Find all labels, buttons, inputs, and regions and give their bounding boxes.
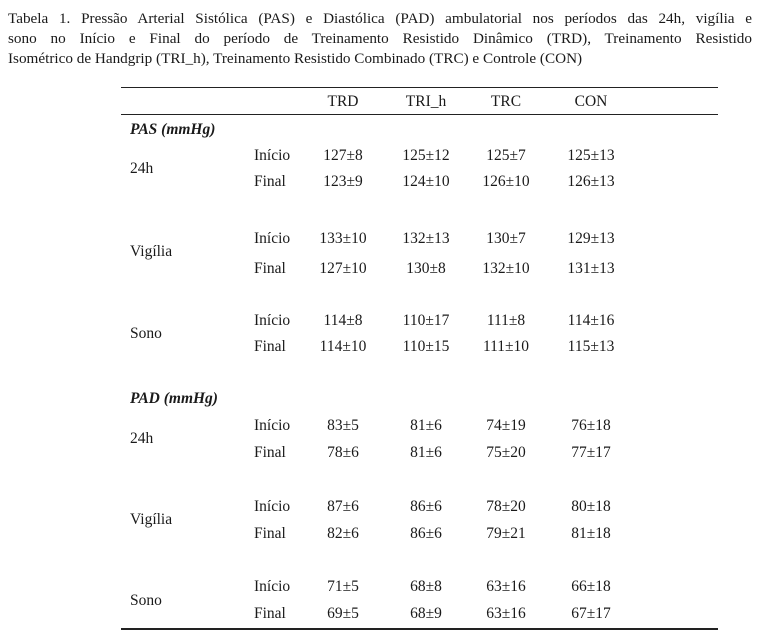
phase-label: Início [254, 498, 291, 515]
table-cell: 126±10 [482, 173, 530, 190]
table-cell: 87±6 [327, 498, 359, 515]
table-cell: 132±10 [482, 260, 530, 277]
table-cell: 68±8 [410, 578, 442, 595]
table-cell: 63±16 [486, 605, 526, 622]
table-cell: 110±17 [402, 312, 450, 329]
column-header-trd: TRD [327, 93, 359, 110]
group-label: Vigília [130, 511, 173, 528]
column-header-tri-h: TRI_h [405, 93, 447, 110]
table-cell: 75±20 [486, 444, 526, 461]
table-cell: 130±7 [486, 230, 526, 247]
table-cell: 125±12 [402, 147, 450, 164]
table-caption [8, 9, 752, 69]
table-top-rule [121, 87, 718, 88]
section-title-pas: PAS (mmHg) [130, 121, 216, 138]
table-cell: 63±16 [486, 578, 526, 595]
phase-label: Início [254, 578, 291, 595]
table-cell: 125±13 [567, 147, 615, 164]
table-cell: 114±16 [567, 312, 615, 329]
table-cell: 111±8 [486, 312, 526, 329]
table-cell: 127±10 [319, 260, 367, 277]
caption-line-1: Tabela 1. Pressão Arterial Sistólica (PAS) e Diastólica (PAD) ambulatorial nos períodos das 24h, vigília e [8, 10, 752, 27]
table-cell: 78±20 [486, 498, 526, 515]
table-cell: 130±8 [406, 260, 446, 277]
column-header-con: CON [574, 93, 608, 110]
table-cell: 129±13 [567, 230, 615, 247]
section-title-pad: PAD (mmHg) [130, 390, 218, 407]
table-cell: 67±17 [571, 605, 611, 622]
phase-label: Início [254, 147, 291, 164]
group-label: Sono [130, 325, 162, 342]
phase-label: Início [254, 230, 291, 247]
table-cell: 126±13 [567, 173, 615, 190]
table-cell: 83±5 [327, 417, 359, 434]
table-cell: 114±10 [319, 338, 367, 355]
table-cell: 125±7 [486, 147, 526, 164]
table-cell: 123±9 [323, 173, 363, 190]
group-label: Vigília [130, 243, 173, 260]
column-header-trc: TRC [490, 93, 522, 110]
phase-label: Final [254, 260, 286, 277]
table-cell: 114±8 [323, 312, 363, 329]
table-cell: 86±6 [410, 498, 442, 515]
table-cell: 81±18 [571, 525, 611, 542]
table-cell: 76±18 [571, 417, 611, 434]
phase-label: Final [254, 525, 286, 542]
table-cell: 69±5 [327, 605, 359, 622]
table-cell: 80±18 [571, 498, 611, 515]
table-cell: 110±15 [402, 338, 450, 355]
table-cell: 127±8 [323, 147, 363, 164]
group-label: 24h [130, 160, 154, 177]
table-cell: 115±13 [567, 338, 615, 355]
phase-label: Final [254, 338, 286, 355]
table-cell: 74±19 [486, 417, 526, 434]
caption-line-3: Isométrico de Handgrip (TRI_h), Treinamento Resistido Combinado (TRC) e Controle (CON) [8, 50, 583, 67]
phase-label: Início [254, 312, 291, 329]
table-cell: 66±18 [571, 578, 611, 595]
phase-label: Início [254, 417, 291, 434]
table-header-rule [121, 114, 718, 115]
phase-label: Final [254, 605, 286, 622]
group-label: 24h [130, 430, 154, 447]
phase-label: Final [254, 444, 286, 461]
group-label: Sono [130, 592, 162, 609]
table-cell: 132±13 [402, 230, 450, 247]
table-bottom-rule [121, 628, 718, 630]
phase-label: Final [254, 173, 286, 190]
table-cell: 71±5 [327, 578, 359, 595]
table-cell: 81±6 [410, 417, 442, 434]
table-cell: 68±9 [410, 605, 442, 622]
table-cell: 86±6 [410, 525, 442, 542]
table-cell: 78±6 [327, 444, 359, 461]
table-cell: 124±10 [402, 173, 450, 190]
table-cell: 82±6 [327, 525, 359, 542]
table-cell: 77±17 [571, 444, 611, 461]
caption-line-2: sono no Início e Final do período de Treinamento Resistido Dinâmico (TRD), Treinamento Resistido [8, 30, 752, 47]
table-cell: 79±21 [486, 525, 526, 542]
table-cell: 133±10 [319, 230, 367, 247]
table-cell: 111±10 [482, 338, 530, 355]
table-cell: 131±13 [567, 260, 615, 277]
table-cell: 81±6 [410, 444, 442, 461]
